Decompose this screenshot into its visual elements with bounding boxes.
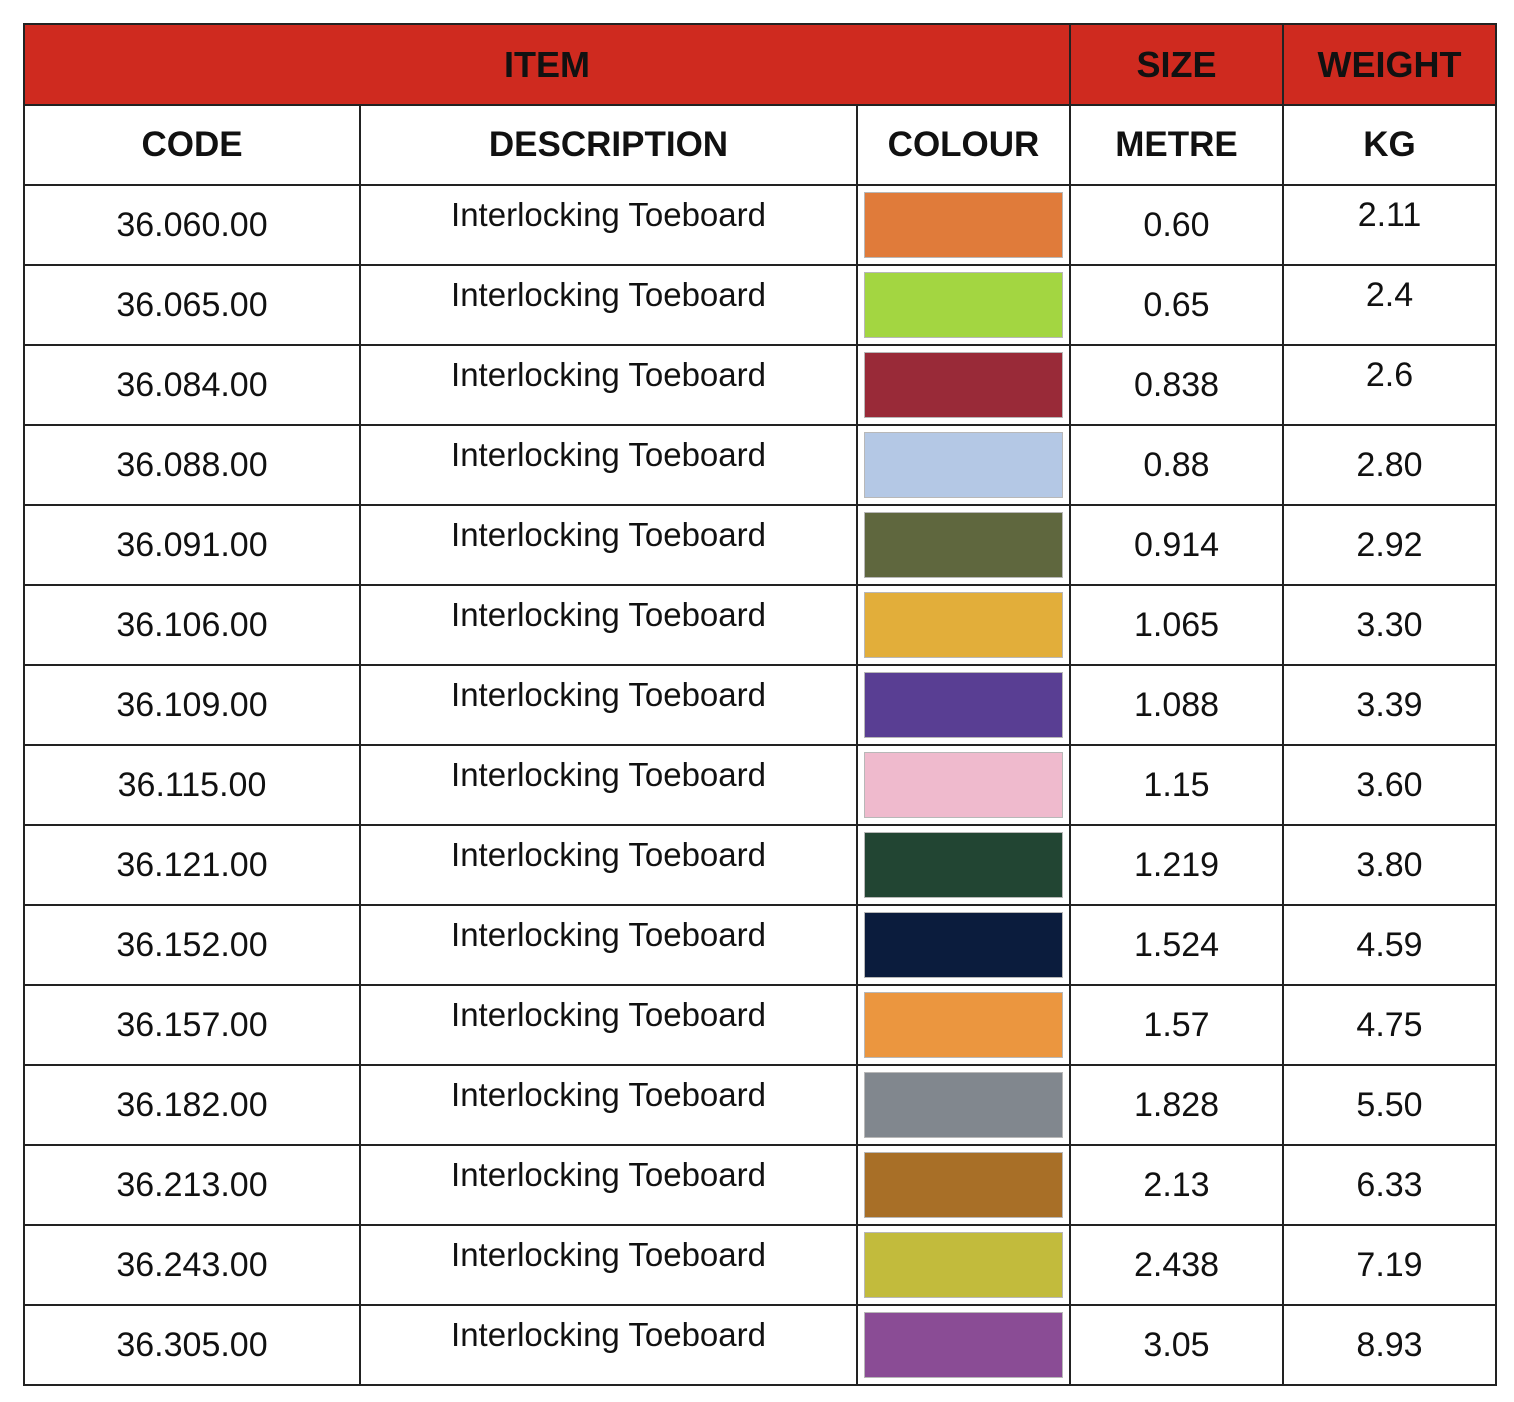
kg-value: 2.6: [1365, 355, 1414, 394]
table-row: [24, 345, 1496, 425]
table-row: [24, 1065, 1496, 1145]
metre-column-header: METRE: [1070, 105, 1283, 185]
kg-value: 3.30: [1356, 605, 1423, 644]
kg-value: 8.93: [1356, 1325, 1423, 1364]
colour-swatch: [864, 672, 1063, 738]
metre-cell: 1.088: [1070, 665, 1283, 745]
table-row: [24, 585, 1496, 665]
description-text: Interlocking Toeboard: [451, 996, 766, 1033]
kg-value: 2.92: [1356, 525, 1423, 564]
description-text: Interlocking Toeboard: [451, 1316, 766, 1353]
description-cell: [360, 1145, 857, 1225]
colour-swatch: [864, 192, 1063, 258]
metre-cell: 0.838: [1070, 345, 1283, 425]
weight-group-header: WEIGHT: [1283, 24, 1496, 105]
colour-cell: [857, 1305, 1070, 1385]
item-group-header: ITEM: [24, 24, 1070, 105]
description-text: Interlocking Toeboard: [451, 1156, 766, 1193]
code-column-header: CODE: [24, 105, 360, 185]
table-body: [24, 185, 1496, 1385]
description-text: Interlocking Toeboard: [451, 516, 766, 553]
description-text: Interlocking Toeboard: [451, 196, 766, 233]
description-cell: [360, 185, 857, 265]
kg-cell: [1283, 1145, 1496, 1225]
table-row: [24, 665, 1496, 745]
description-text: Interlocking Toeboard: [451, 916, 766, 953]
metre-cell: 1.828: [1070, 1065, 1283, 1145]
kg-cell: [1283, 1065, 1496, 1145]
description-column-header: DESCRIPTION: [360, 105, 857, 185]
kg-value: 5.50: [1356, 1085, 1423, 1124]
description-text: Interlocking Toeboard: [451, 276, 766, 313]
colour-cell: [857, 425, 1070, 505]
kg-cell: [1283, 905, 1496, 985]
description-cell: [360, 505, 857, 585]
description-cell: [360, 745, 857, 825]
table-row: [24, 1225, 1496, 1305]
description-cell: [360, 1065, 857, 1145]
kg-value: 4.75: [1356, 1005, 1423, 1044]
code-cell: 36.109.00: [24, 665, 360, 745]
kg-value: 3.39: [1356, 685, 1423, 724]
kg-cell: [1283, 1305, 1496, 1385]
description-cell: [360, 905, 857, 985]
table-row: [24, 265, 1496, 345]
description-cell: [360, 825, 857, 905]
metre-cell: 1.219: [1070, 825, 1283, 905]
code-cell: 36.106.00: [24, 585, 360, 665]
metre-cell: 0.65: [1070, 265, 1283, 345]
kg-value: 2.11: [1357, 195, 1422, 234]
table-row: [24, 1305, 1496, 1385]
colour-swatch: [864, 272, 1063, 338]
group-header-row: [24, 24, 1496, 105]
colour-swatch: [864, 352, 1063, 418]
colour-swatch: [864, 1072, 1063, 1138]
colour-cell: [857, 345, 1070, 425]
toeboard-spec-table: [23, 23, 1497, 1386]
colour-cell: [857, 1145, 1070, 1225]
table-row: [24, 425, 1496, 505]
table-row: [24, 825, 1496, 905]
colour-column-header: COLOUR: [857, 105, 1070, 185]
colour-swatch: [864, 912, 1063, 978]
colour-swatch: [864, 1312, 1063, 1378]
kg-value: 3.80: [1356, 845, 1423, 884]
code-cell: 36.243.00: [24, 1225, 360, 1305]
code-cell: 36.152.00: [24, 905, 360, 985]
table-row: [24, 1145, 1496, 1225]
code-cell: 36.065.00: [24, 265, 360, 345]
description-cell: [360, 985, 857, 1065]
column-header-row: [24, 105, 1496, 185]
kg-cell: [1283, 1225, 1496, 1305]
colour-cell: [857, 185, 1070, 265]
kg-cell: [1283, 185, 1496, 265]
kg-cell: [1283, 265, 1496, 345]
metre-cell: 1.57: [1070, 985, 1283, 1065]
kg-value: 2.80: [1356, 445, 1423, 484]
description-cell: [360, 265, 857, 345]
kg-cell: [1283, 985, 1496, 1065]
kg-cell: [1283, 345, 1496, 425]
metre-cell: 0.60: [1070, 185, 1283, 265]
code-cell: 36.091.00: [24, 505, 360, 585]
kg-value: 6.33: [1356, 1165, 1423, 1204]
metre-cell: 1.524: [1070, 905, 1283, 985]
colour-cell: [857, 1065, 1070, 1145]
description-cell: [360, 665, 857, 745]
metre-cell: 0.914: [1070, 505, 1283, 585]
colour-cell: [857, 505, 1070, 585]
kg-cell: [1283, 665, 1496, 745]
colour-cell: [857, 745, 1070, 825]
table-row: [24, 745, 1496, 825]
table-row: [24, 505, 1496, 585]
colour-cell: [857, 905, 1070, 985]
kg-cell: [1283, 825, 1496, 905]
code-cell: 36.157.00: [24, 985, 360, 1065]
description-text: Interlocking Toeboard: [451, 436, 766, 473]
colour-swatch: [864, 512, 1063, 578]
description-text: Interlocking Toeboard: [451, 596, 766, 633]
description-text: Interlocking Toeboard: [451, 1076, 766, 1113]
description-cell: [360, 585, 857, 665]
table-row: [24, 185, 1496, 265]
colour-cell: [857, 665, 1070, 745]
kg-cell: [1283, 505, 1496, 585]
colour-swatch: [864, 592, 1063, 658]
kg-value: 3.60: [1356, 765, 1423, 804]
description-text: Interlocking Toeboard: [451, 756, 766, 793]
table-row: [24, 985, 1496, 1065]
kg-cell: [1283, 745, 1496, 825]
kg-value: 4.59: [1356, 925, 1423, 964]
colour-swatch: [864, 1152, 1063, 1218]
kg-column-header: KG: [1283, 105, 1496, 185]
description-text: Interlocking Toeboard: [451, 356, 766, 393]
code-cell: 36.115.00: [24, 745, 360, 825]
colour-swatch: [864, 752, 1063, 818]
code-cell: 36.121.00: [24, 825, 360, 905]
kg-value: 7.19: [1356, 1245, 1423, 1284]
colour-cell: [857, 985, 1070, 1065]
colour-cell: [857, 585, 1070, 665]
colour-cell: [857, 265, 1070, 345]
metre-cell: 3.05: [1070, 1305, 1283, 1385]
description-cell: [360, 345, 857, 425]
colour-cell: [857, 1225, 1070, 1305]
description-text: Interlocking Toeboard: [451, 676, 766, 713]
table-row: [24, 905, 1496, 985]
description-text: Interlocking Toeboard: [451, 836, 766, 873]
colour-swatch: [864, 432, 1063, 498]
metre-cell: 2.13: [1070, 1145, 1283, 1225]
description-cell: [360, 1225, 857, 1305]
metre-cell: 0.88: [1070, 425, 1283, 505]
metre-cell: 2.438: [1070, 1225, 1283, 1305]
kg-cell: [1283, 585, 1496, 665]
colour-swatch: [864, 992, 1063, 1058]
code-cell: 36.088.00: [24, 425, 360, 505]
code-cell: 36.213.00: [24, 1145, 360, 1225]
description-text: Interlocking Toeboard: [451, 1236, 766, 1273]
metre-cell: 1.15: [1070, 745, 1283, 825]
colour-cell: [857, 825, 1070, 905]
description-cell: [360, 425, 857, 505]
code-cell: 36.182.00: [24, 1065, 360, 1145]
metre-cell: 1.065: [1070, 585, 1283, 665]
size-group-header: SIZE: [1070, 24, 1283, 105]
code-cell: 36.060.00: [24, 185, 360, 265]
code-cell: 36.084.00: [24, 345, 360, 425]
kg-cell: [1283, 425, 1496, 505]
description-cell: [360, 1305, 857, 1385]
colour-swatch: [864, 832, 1063, 898]
code-cell: 36.305.00: [24, 1305, 360, 1385]
kg-value: 2.4: [1365, 275, 1414, 314]
colour-swatch: [864, 1232, 1063, 1298]
